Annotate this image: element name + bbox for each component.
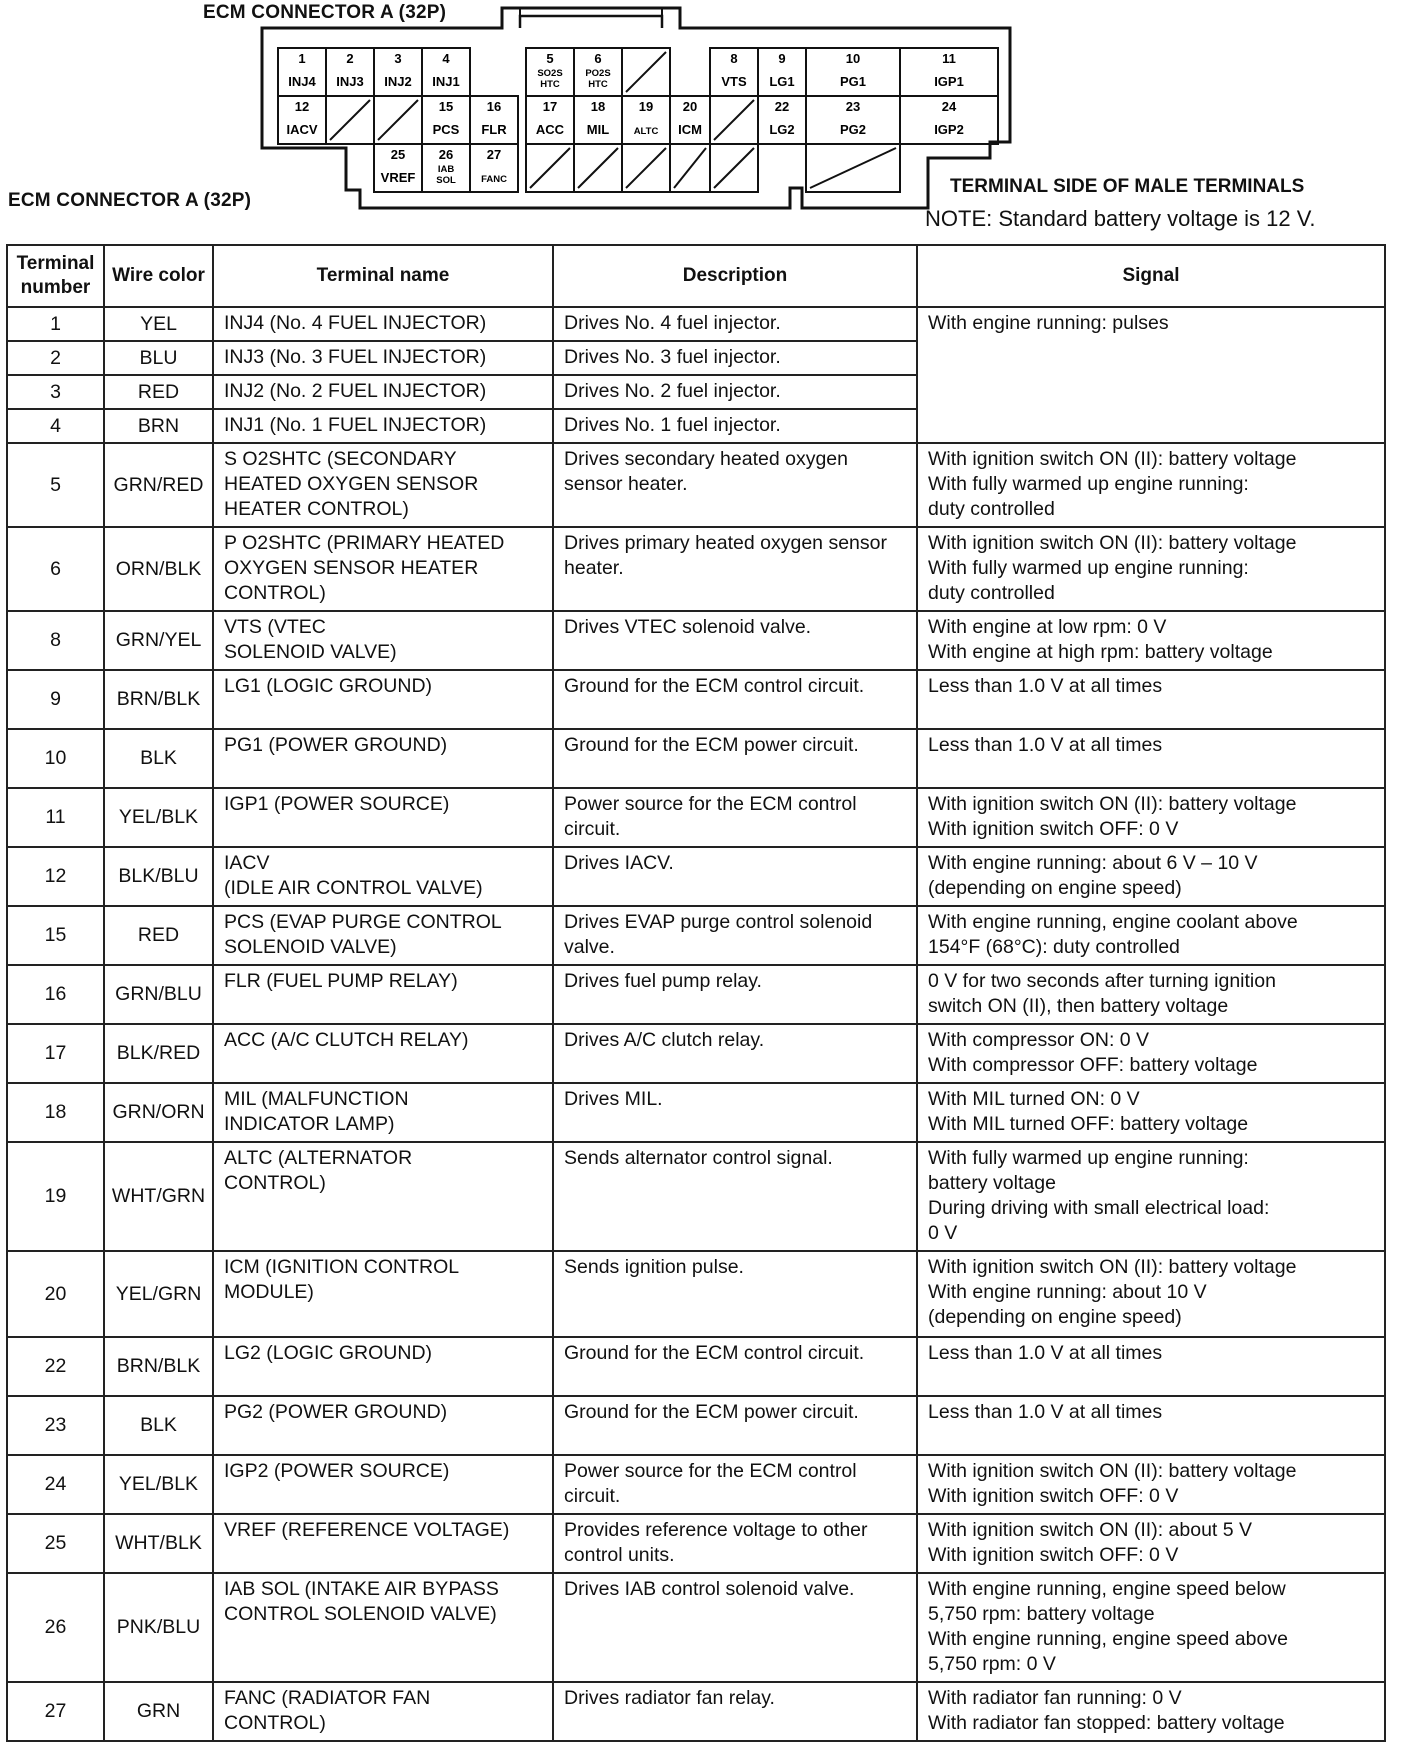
signal-cell: With fully warmed up engine running: battery voltage During driving with small electrical load: 0 V xyxy=(917,1142,1385,1251)
pin-label: INJ4 xyxy=(288,74,316,89)
terminal-name-cell: P O2SHTC (PRIMARY HEATED OXYGEN SENSOR HEATER CONTROL) xyxy=(213,527,553,611)
terminal-number-cell: 15 xyxy=(7,906,104,965)
pin-label-part: SOL xyxy=(436,175,456,186)
pin-label: IACV xyxy=(286,122,318,137)
terminal-name-cell: IACV (IDLE AIR CONTROL VALVE) xyxy=(213,847,553,906)
terminal-number-cell: 22 xyxy=(7,1337,104,1396)
table-row xyxy=(7,1682,1385,1741)
pin-label-part: PO2S xyxy=(585,68,611,79)
table-row xyxy=(7,906,1385,965)
terminal-number-cell: 1 xyxy=(7,307,104,341)
wire-color-cell: GRN xyxy=(104,1682,213,1741)
description-cell: Drives primary heated oxygen sensor heater. xyxy=(553,527,917,611)
terminal-number-cell: 11 xyxy=(7,788,104,847)
table-row xyxy=(7,729,1385,788)
pin-label: VTS xyxy=(721,74,747,89)
connector-title-left: ECM CONNECTOR A (32P) xyxy=(8,190,252,211)
table-header-row xyxy=(7,245,1385,307)
description-cell: Drives secondary heated oxygen sensor heater. xyxy=(553,443,917,527)
terminal-name-cell: ACC (A/C CLUTCH RELAY) xyxy=(213,1024,553,1083)
wire-color-cell: WHT/GRN xyxy=(104,1142,213,1251)
table-row xyxy=(7,847,1385,906)
empty-pin-diagonal xyxy=(530,148,570,188)
pin-label: INJ3 xyxy=(336,74,364,89)
terminal-number-cell: 4 xyxy=(7,409,104,443)
terminal-number-cell: 8 xyxy=(7,611,104,670)
table-row xyxy=(7,1083,1385,1142)
wire-color-cell: ORN/BLK xyxy=(104,527,213,611)
wire-color-cell: YEL/BLK xyxy=(104,1455,213,1514)
pin-number: 27 xyxy=(486,147,502,162)
terminal-number-cell: 19 xyxy=(7,1142,104,1251)
terminal-name-cell: IAB SOL (INTAKE AIR BYPASS CONTROL SOLENOID VALVE) xyxy=(213,1573,553,1682)
pin-label: INJ2 xyxy=(384,74,412,89)
header-signal: Signal xyxy=(917,245,1385,307)
terminal-name-cell: IGP1 (POWER SOURCE) xyxy=(213,788,553,847)
table-row xyxy=(7,1455,1385,1514)
table-row xyxy=(7,1396,1385,1455)
pin-label: PG1 xyxy=(839,74,867,89)
description-cell: Ground for the ECM control circuit. xyxy=(553,1337,917,1396)
signal-cell: With ignition switch ON (II): battery voltage With fully warmed up engine running: duty controlled xyxy=(917,527,1385,611)
table-row xyxy=(7,307,1385,341)
wire-color-cell: WHT/BLK xyxy=(104,1514,213,1573)
pin-number: 15 xyxy=(438,99,454,114)
empty-pin-diagonal xyxy=(330,100,370,140)
description-cell: Sends ignition pulse. xyxy=(553,1251,917,1337)
terminal-name-cell: LG2 (LOGIC GROUND) xyxy=(213,1337,553,1396)
signal-cell: With engine running: about 6 V – 10 V (depending on engine speed) xyxy=(917,847,1385,906)
pin-number: 12 xyxy=(294,99,310,114)
pin-number: 16 xyxy=(486,99,502,114)
signal-cell: Less than 1.0 V at all times xyxy=(917,670,1385,729)
pin-number: 11 xyxy=(942,51,956,66)
pin-number: 18 xyxy=(590,99,606,114)
header-wire-color: Wire color xyxy=(104,245,213,307)
terminal-number-cell: 23 xyxy=(7,1396,104,1455)
signal-cell: With compressor ON: 0 V With compressor OFF: battery voltage xyxy=(917,1024,1385,1083)
terminal-name-cell: INJ4 (No. 4 FUEL INJECTOR) xyxy=(213,307,553,341)
pin-number: 24 xyxy=(941,99,957,114)
connector-diagram xyxy=(0,0,1408,244)
terminal-number-cell: 3 xyxy=(7,375,104,409)
pin-number: 23 xyxy=(845,99,861,114)
terminal-name-cell: VTS (VTEC SOLENOID VALVE) xyxy=(213,611,553,670)
wire-color-cell: GRN/RED xyxy=(104,443,213,527)
terminal-number-cell: 27 xyxy=(7,1682,104,1741)
wire-color-cell: BRN xyxy=(104,409,213,443)
signal-cell: Less than 1.0 V at all times xyxy=(917,1337,1385,1396)
description-cell: Drives fuel pump relay. xyxy=(553,965,917,1024)
terminal-side-label: TERMINAL SIDE OF MALE TERMINALS xyxy=(950,176,1305,197)
description-cell: Drives IAB control solenoid valve. xyxy=(553,1573,917,1682)
table-row xyxy=(7,1337,1385,1396)
signal-cell: With ignition switch ON (II): about 5 V With ignition switch OFF: 0 V xyxy=(917,1514,1385,1573)
table-row xyxy=(7,443,1385,527)
pin-number: 19 xyxy=(638,99,654,114)
terminal-number-cell: 24 xyxy=(7,1455,104,1514)
description-cell: Drives No. 2 fuel injector. xyxy=(553,375,917,409)
wire-color-cell: BLK/BLU xyxy=(104,847,213,906)
terminal-name-cell: LG1 (LOGIC GROUND) xyxy=(213,670,553,729)
terminal-name-cell: VREF (REFERENCE VOLTAGE) xyxy=(213,1514,553,1573)
wire-color-cell: GRN/YEL xyxy=(104,611,213,670)
pin-number: 26 xyxy=(438,147,454,162)
description-cell: Drives No. 1 fuel injector. xyxy=(553,409,917,443)
signal-cell: Less than 1.0 V at all times xyxy=(917,1396,1385,1455)
pin-number: 25 xyxy=(390,147,406,162)
wire-color-cell: BLU xyxy=(104,341,213,375)
description-cell: Ground for the ECM power circuit. xyxy=(553,1396,917,1455)
terminal-number-cell: 26 xyxy=(7,1573,104,1682)
header-description: Description xyxy=(553,245,917,307)
pin-label-part: HTC xyxy=(540,79,560,90)
signal-cell: 0 V for two seconds after turning ignition switch ON (II), then battery voltage xyxy=(917,965,1385,1024)
terminal-number-cell: 20 xyxy=(7,1251,104,1337)
signal-cell: With ignition switch ON (II): battery voltage With ignition switch OFF: 0 V xyxy=(917,788,1385,847)
description-cell: Drives radiator fan relay. xyxy=(553,1682,917,1741)
pin-label: IGP2 xyxy=(934,122,964,137)
terminal-number-cell: 9 xyxy=(7,670,104,729)
header-terminal-name: Terminal name xyxy=(213,245,553,307)
pin-label: MIL xyxy=(586,122,610,137)
empty-pin-diagonal xyxy=(626,148,666,188)
wire-color-cell: YEL/BLK xyxy=(104,788,213,847)
terminal-name-cell: ICM (IGNITION CONTROL MODULE) xyxy=(213,1251,553,1337)
terminal-number-cell: 25 xyxy=(7,1514,104,1573)
wire-color-cell: RED xyxy=(104,906,213,965)
pin-number: 6 xyxy=(594,51,602,66)
pin-number: 5 xyxy=(546,51,554,66)
description-cell: Drives MIL. xyxy=(553,1083,917,1142)
terminal-number-cell: 12 xyxy=(7,847,104,906)
pin-label: INJ1 xyxy=(432,74,460,89)
table-row xyxy=(7,527,1385,611)
wire-color-cell: YEL/GRN xyxy=(104,1251,213,1337)
pin-label-part: IAB xyxy=(437,164,455,175)
pin-label: LG1 xyxy=(769,74,795,89)
terminal-number-cell: 18 xyxy=(7,1083,104,1142)
pin-number: 17 xyxy=(542,99,558,114)
table-row xyxy=(7,670,1385,729)
terminal-name-cell: ALTC (ALTERNATOR CONTROL) xyxy=(213,1142,553,1251)
terminal-name-cell: PCS (EVAP PURGE CONTROL SOLENOID VALVE) xyxy=(213,906,553,965)
description-cell: Drives No. 4 fuel injector. xyxy=(553,307,917,341)
description-cell: Drives IACV. xyxy=(553,847,917,906)
signal-cell: With ignition switch ON (II): battery voltage With ignition switch OFF: 0 V xyxy=(917,1455,1385,1514)
wire-color-cell: BLK/RED xyxy=(104,1024,213,1083)
pin-label: VREF xyxy=(380,170,416,185)
wire-color-cell: RED xyxy=(104,375,213,409)
terminal-number-cell: 6 xyxy=(7,527,104,611)
terminal-name-cell: INJ3 (No. 3 FUEL INJECTOR) xyxy=(213,341,553,375)
terminal-name-cell: FLR (FUEL PUMP RELAY) xyxy=(213,965,553,1024)
signal-cell: With engine at low rpm: 0 V With engine at high rpm: battery voltage xyxy=(917,611,1385,670)
empty-pin-diagonal xyxy=(378,100,418,140)
table-row xyxy=(7,611,1385,670)
terminal-name-cell: IGP2 (POWER SOURCE) xyxy=(213,1455,553,1514)
signal-cell: With engine running, engine speed below 5,750 rpm: battery voltage With engine running, engine speed above 5,750 rpm: 0 V xyxy=(917,1573,1385,1682)
table-row xyxy=(7,1142,1385,1251)
description-cell: Power source for the ECM control circuit. xyxy=(553,788,917,847)
description-cell: Ground for the ECM power circuit. xyxy=(553,729,917,788)
wire-color-cell: PNK/BLU xyxy=(104,1573,213,1682)
pin-number: 4 xyxy=(442,51,450,66)
pin-number: 20 xyxy=(682,99,698,114)
empty-pin-diagonal xyxy=(674,148,706,188)
pin-number: 2 xyxy=(346,51,354,66)
signal-cell: With engine running: pulses xyxy=(917,307,1385,443)
voltage-note: NOTE: Standard battery voltage is 12 V. xyxy=(925,206,1316,231)
pin-label-part: SO2S xyxy=(537,68,563,79)
wire-color-cell: BRN/BLK xyxy=(104,1337,213,1396)
terminal-name-cell: MIL (MALFUNCTION INDICATOR LAMP) xyxy=(213,1083,553,1142)
pin-number: 22 xyxy=(774,99,790,114)
pin-label: ICM xyxy=(678,122,702,137)
empty-pin-diagonal xyxy=(810,148,896,188)
wire-color-cell: BRN/BLK xyxy=(104,670,213,729)
connector-title-top: ECM CONNECTOR A (32P) xyxy=(203,2,447,23)
signal-cell: With engine running, engine coolant above 154°F (68°C): duty controlled xyxy=(917,906,1385,965)
pin-label: FLR xyxy=(481,122,507,137)
terminal-number-cell: 10 xyxy=(7,729,104,788)
terminal-number-cell: 16 xyxy=(7,965,104,1024)
signal-cell: With ignition switch ON (II): battery voltage With fully warmed up engine running: duty controlled xyxy=(917,443,1385,527)
pin-label: LG2 xyxy=(769,122,795,137)
table-row xyxy=(7,1251,1385,1337)
description-cell: Provides reference voltage to other control units. xyxy=(553,1514,917,1573)
signal-cell: Less than 1.0 V at all times xyxy=(917,729,1385,788)
table-row xyxy=(7,1514,1385,1573)
terminal-number-cell: 17 xyxy=(7,1024,104,1083)
empty-pin-diagonal xyxy=(578,148,618,188)
pin-label: PCS xyxy=(432,122,460,137)
signal-cell: With radiator fan running: 0 V With radiator fan stopped: battery voltage xyxy=(917,1682,1385,1741)
wire-color-cell: BLK xyxy=(104,729,213,788)
pin-number: 1 xyxy=(298,51,306,66)
pin-number: 8 xyxy=(730,51,738,66)
terminal-name-cell: S O2SHTC (SECONDARY HEATED OXYGEN SENSOR HEATER CONTROL) xyxy=(213,443,553,527)
pin-label: PG2 xyxy=(839,122,867,137)
description-cell: Drives VTEC solenoid valve. xyxy=(553,611,917,670)
pin-label: ACC xyxy=(535,122,565,137)
table-row xyxy=(7,788,1385,847)
description-cell: Sends alternator control signal. xyxy=(553,1142,917,1251)
terminal-number-cell: 2 xyxy=(7,341,104,375)
description-cell: Ground for the ECM control circuit. xyxy=(553,670,917,729)
terminal-name-cell: PG1 (POWER GROUND) xyxy=(213,729,553,788)
pin-label: IGP1 xyxy=(934,74,964,89)
empty-pin-diagonal xyxy=(714,148,754,188)
wire-color-cell: GRN/BLU xyxy=(104,965,213,1024)
wire-color-cell: BLK xyxy=(104,1396,213,1455)
terminal-name-cell: FANC (RADIATOR FAN CONTROL) xyxy=(213,1682,553,1741)
pin-number: 10 xyxy=(845,51,861,66)
terminal-name-cell: INJ2 (No. 2 FUEL INJECTOR) xyxy=(213,375,553,409)
header-terminal-number: Terminal number xyxy=(7,245,104,307)
lock-tab xyxy=(520,16,662,28)
empty-pin-diagonal xyxy=(714,100,754,140)
empty-pin-diagonal xyxy=(626,52,666,92)
wire-color-cell: YEL xyxy=(104,307,213,341)
pin-number: 3 xyxy=(394,51,402,66)
pin-label-part: HTC xyxy=(588,79,608,90)
pin-label: ALTC xyxy=(633,126,659,137)
description-cell: Power source for the ECM control circuit. xyxy=(553,1455,917,1514)
description-cell: Drives A/C clutch relay. xyxy=(553,1024,917,1083)
pin-number: 9 xyxy=(778,51,786,66)
table-row xyxy=(7,965,1385,1024)
table-row xyxy=(7,1024,1385,1083)
table-row xyxy=(7,1573,1385,1682)
signal-cell: With ignition switch ON (II): battery voltage With engine running: about 10 V (depending on engine speed) xyxy=(917,1251,1385,1337)
wire-color-cell: GRN/ORN xyxy=(104,1083,213,1142)
terminal-number-cell: 5 xyxy=(7,443,104,527)
description-cell: Drives No. 3 fuel injector. xyxy=(553,341,917,375)
terminal-name-cell: PG2 (POWER GROUND) xyxy=(213,1396,553,1455)
pin-label: FANC xyxy=(481,174,507,185)
description-cell: Drives EVAP purge control solenoid valve. xyxy=(553,906,917,965)
terminal-name-cell: INJ1 (No. 1 FUEL INJECTOR) xyxy=(213,409,553,443)
signal-cell: With MIL turned ON: 0 V With MIL turned OFF: battery voltage xyxy=(917,1083,1385,1142)
terminal-table xyxy=(6,244,1386,1742)
